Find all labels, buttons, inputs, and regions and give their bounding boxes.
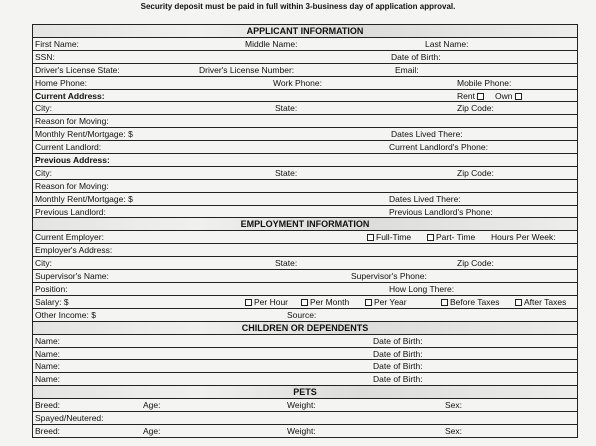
rent-option[interactable]	[457, 90, 486, 102]
per-year-label: Per Year	[374, 296, 407, 307]
row-license	[33, 64, 577, 77]
full-time-label: Full-Time	[376, 232, 412, 243]
pet-weight-field[interactable]: Weight:	[287, 400, 316, 411]
full-time-checkbox[interactable]	[367, 234, 374, 241]
row-previous-landlord	[33, 206, 577, 219]
reason-field-2[interactable]: Reason for Moving:	[35, 180, 109, 191]
pet-sex-field[interactable]: Sex:	[445, 400, 463, 411]
how-long-field[interactable]: How Long There:	[389, 284, 455, 295]
monthly-rent-field-2[interactable]: Monthly Rent/Mortgage: $	[35, 193, 133, 204]
row-current-address	[33, 90, 577, 103]
zip-field-2[interactable]: Zip Code:	[457, 167, 494, 178]
per-month-checkbox[interactable]	[301, 299, 308, 306]
middle-name-field[interactable]: Middle Name:	[245, 39, 298, 49]
dates-lived-field-2[interactable]: Dates Lived There:	[389, 193, 461, 204]
pet-breed-field[interactable]: Breed:	[35, 426, 61, 437]
hours-per-week-field[interactable]: Hours Per Week:	[491, 232, 556, 243]
city-field[interactable]: City:	[35, 103, 52, 114]
row-pet-1	[33, 399, 577, 412]
rent-checkbox[interactable]	[477, 93, 484, 100]
before-taxes-label: Before Taxes	[450, 296, 500, 307]
deposit-notice: Security deposit must be paid in full within 3-business day of application approval.	[140, 2, 456, 11]
state-field[interactable]: State:	[275, 103, 298, 114]
part-time-checkbox[interactable]	[427, 234, 434, 241]
row-supervisor	[33, 270, 577, 283]
dl-number-field[interactable]: Driver's License Number:	[199, 64, 295, 75]
dob-field[interactable]: Date of Birth:	[391, 51, 441, 62]
section-applicant-information: APPLICANT INFORMATION	[33, 25, 577, 38]
pet-sex-field[interactable]: Sex:	[445, 426, 463, 437]
work-phone-field[interactable]: Work Phone:	[273, 77, 322, 88]
row-reason	[33, 115, 577, 128]
other-income-field[interactable]: Other Income: $	[35, 309, 96, 320]
city-field-2[interactable]: City:	[35, 167, 52, 178]
row-child-1	[33, 335, 577, 348]
row-names	[33, 38, 577, 51]
child-name-field[interactable]: Name:	[35, 335, 61, 346]
full-time-option[interactable]	[367, 231, 411, 243]
supervisor-phone-field[interactable]: Supervisor's Phone:	[351, 271, 427, 282]
own-label: Own	[495, 90, 513, 101]
first-name-field[interactable]: First Name:	[35, 39, 79, 49]
salary-field[interactable]: Salary: $	[35, 296, 69, 307]
row-current-employer	[33, 231, 577, 244]
row-employer-city-state-zip	[33, 257, 577, 270]
child-name-field[interactable]: Name:	[35, 361, 61, 372]
home-phone-field[interactable]: Home Phone:	[35, 77, 87, 88]
rental-application-form	[32, 24, 578, 438]
row-phones	[33, 77, 577, 90]
per-hour-option[interactable]	[245, 296, 288, 308]
row-position	[33, 283, 577, 296]
current-landlord-phone-field[interactable]: Current Landlord's Phone:	[389, 142, 488, 153]
current-address-field[interactable]: Current Address:	[35, 90, 105, 101]
employer-zip-field[interactable]: Zip Code:	[457, 258, 494, 269]
row-child-3	[33, 360, 577, 373]
part-time-option[interactable]	[427, 231, 475, 243]
email-field[interactable]: Email:	[395, 64, 419, 75]
per-month-label: Per Month	[310, 296, 350, 307]
pet-age-field[interactable]: Age:	[143, 426, 161, 437]
child-name-field[interactable]: Name:	[35, 348, 61, 359]
row-salary	[33, 296, 577, 309]
after-taxes-option[interactable]	[515, 296, 566, 308]
ssn-field[interactable]: SSN:	[35, 51, 55, 62]
row-employer-address	[33, 244, 577, 257]
row-reason-2	[33, 180, 577, 193]
pet-age-field[interactable]: Age:	[143, 400, 161, 411]
per-hour-label: Per Hour	[254, 296, 289, 307]
position-field[interactable]: Position:	[35, 284, 68, 295]
employer-address-field[interactable]: Employer's Address:	[35, 245, 113, 256]
after-taxes-label: After Taxes	[524, 296, 567, 307]
current-employer-field[interactable]: Current Employer:	[35, 232, 104, 243]
child-dob-field[interactable]: Date of Birth:	[373, 335, 423, 346]
child-dob-field[interactable]: Date of Birth:	[373, 361, 423, 372]
row-child-4	[33, 373, 577, 386]
supervisor-name-field[interactable]: Supervisor's Name:	[35, 271, 109, 282]
section-pets: PETS	[33, 386, 577, 399]
current-landlord-field[interactable]: Current Landlord:	[35, 142, 102, 153]
row-monthly-rent-2	[33, 193, 577, 206]
state-field-2[interactable]: State:	[275, 167, 298, 178]
dl-state-field[interactable]: Driver's License State:	[35, 64, 120, 75]
per-year-checkbox[interactable]	[365, 299, 372, 306]
row-city-state-zip-2	[33, 167, 577, 180]
child-dob-field[interactable]: Date of Birth:	[373, 374, 423, 385]
per-month-option[interactable]	[301, 296, 349, 308]
row-other-income	[33, 309, 577, 322]
previous-address-field[interactable]: Previous Address:	[35, 155, 110, 166]
mobile-phone-field[interactable]: Mobile Phone:	[457, 77, 512, 88]
row-child-2	[33, 348, 577, 361]
monthly-rent-field[interactable]: Monthly Rent/Mortgage: $	[35, 129, 133, 140]
reason-field[interactable]: Reason for Moving:	[35, 116, 109, 127]
child-dob-field[interactable]: Date of Birth:	[373, 348, 423, 359]
section-employment-information: EMPLOYMENT INFORMATION	[33, 218, 577, 231]
previous-landlord-field[interactable]: Previous Landlord:	[35, 206, 106, 217]
own-checkbox[interactable]	[515, 93, 522, 100]
row-pet-1-spayed	[33, 412, 577, 425]
pet-weight-field[interactable]: Weight:	[287, 426, 316, 437]
part-time-label: Part- Time	[436, 232, 476, 243]
per-year-option[interactable]	[365, 296, 407, 308]
employer-city-field[interactable]: City:	[35, 258, 52, 269]
row-monthly-rent	[33, 128, 577, 141]
per-hour-checkbox[interactable]	[245, 299, 252, 306]
employer-state-field[interactable]: State:	[275, 258, 298, 269]
row-current-landlord	[33, 141, 577, 154]
row-previous-address	[33, 154, 577, 167]
dates-lived-field[interactable]: Dates Lived There:	[391, 129, 463, 140]
rent-label: Rent	[457, 90, 475, 101]
own-option[interactable]	[495, 90, 524, 102]
pet-breed-field[interactable]: Breed:	[35, 400, 61, 411]
row-pet-2	[33, 425, 577, 438]
after-taxes-checkbox[interactable]	[515, 299, 522, 306]
child-name-field[interactable]: Name:	[35, 374, 61, 385]
income-source-field[interactable]: Source:	[287, 309, 317, 320]
row-city-state-zip	[33, 102, 577, 115]
before-taxes-option[interactable]	[441, 296, 499, 308]
previous-landlord-phone-field[interactable]: Previous Landlord's Phone:	[389, 206, 493, 217]
before-taxes-checkbox[interactable]	[441, 299, 448, 306]
pet-spayed-field[interactable]: Spayed/Neutered:	[35, 413, 104, 424]
section-children-dependents: CHILDREN OR DEPENDENTS	[33, 322, 577, 335]
row-ssn	[33, 51, 577, 64]
last-name-field[interactable]: Last Name:	[425, 39, 469, 49]
zip-field[interactable]: Zip Code:	[457, 103, 494, 114]
